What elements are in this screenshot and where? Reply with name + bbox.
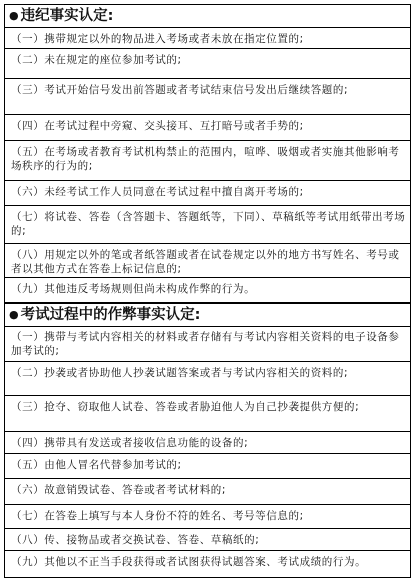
list-item: （六）未经考试工作人员同意在考试过程中擅自离开考场的;	[5, 181, 410, 206]
list-item: （八）用规定以外的笔或者纸答题或者在试卷规定以外的地方书写姓名、考号或者以其他方式在答卷上标记信息的;	[5, 244, 410, 278]
list-item: （四）在考试过程中旁窥、交头接耳、互打暗号或者手势的;	[5, 115, 410, 141]
list-item: （四）携带具有发送或者接收信息功能的设备的;	[5, 432, 410, 454]
list-item: （五）在考场或者教育考试机构禁止的范围内，喧哗、吸烟或者实施其他影响考场秩序的行为的;	[5, 141, 410, 181]
list-item: （二）未在规定的座位参加考试的;	[5, 49, 410, 79]
list-item: （一）携带规定以外的物品进入考场或者未放在指定位置的;	[5, 28, 410, 49]
section-title: 考试过程中的作弊事实认定:	[20, 307, 201, 323]
list-item: （六）故意销毁试卷、答卷或者考试材料的;	[5, 479, 410, 505]
rules-table	[4, 4, 411, 578]
list-item: （三）考试开始信号发出前答题或者考试结束信号发出后继续答题的;	[5, 79, 410, 115]
bullet-dot-icon: ●	[9, 308, 19, 321]
list-item: （九）其他以不正当手段获得或者试图获得试题答案、考试成绩的行为。	[11, 556, 367, 568]
list-item: （三）抢夺、窃取他人试卷、答卷或者胁迫他人为自己抄袭提供方便的;	[5, 396, 410, 432]
list-item: （八）传、接物品或者交换试卷、答卷、草稿纸的;	[5, 529, 410, 551]
bullet-dot-icon: ●	[9, 9, 19, 22]
section-header-cheating	[5, 303, 410, 327]
list-item: （七）将试卷、答卷（含答题卡、答题纸等，下同）、草稿纸等考试用纸带出考场的;	[5, 206, 410, 244]
list-item: （二）抄袭或者协助他人抄袭试题答案或者与考试内容相关的资料的;	[5, 362, 410, 396]
section-header-violations	[5, 5, 410, 28]
list-item: （七）在答卷上填写与本人身份不符的姓名、考号等信息的;	[5, 505, 410, 529]
list-item: （五）由他人冒名代替参加考试的;	[5, 454, 410, 479]
list-item: （九）其他违反考场规则但尚未构成作弊的行为。	[5, 278, 410, 303]
section-title: 违纪事实认定:	[20, 8, 114, 24]
list-item: （一）携带与考试内容相关的材料或者存储有与考试内容相关资料的电子设备参加考试的;	[5, 326, 410, 362]
